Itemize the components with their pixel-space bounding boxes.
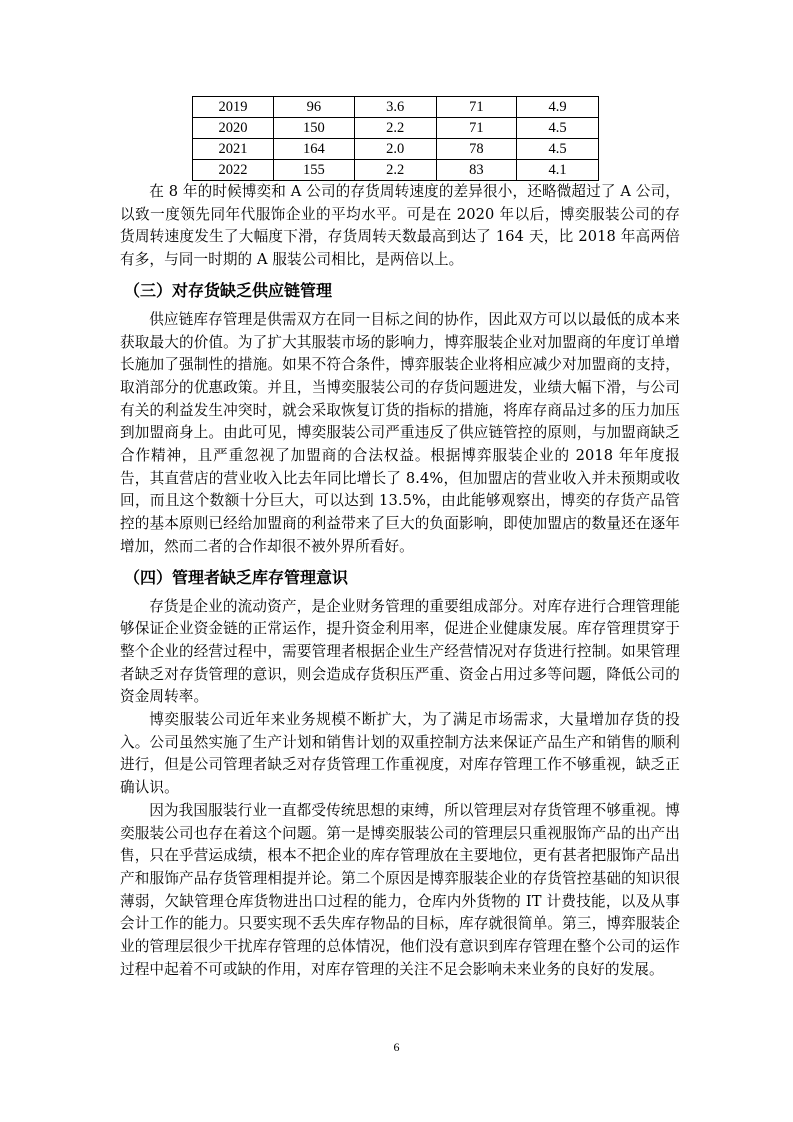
paragraph: 因为我国服装行业一直都受传统思想的束缚，所以管理层对存货管理不够重视。博奕服装公司也存在着这个问题。第一是博奕服装公司的管理层只重视服饰产品的出产出售，只在乎营运成绩，根本不把企业的库存管理放在主要地位，更有甚者把服饰产品出产和服饰产品存货管理相提并论。第二个原因是博弈服装企业的存货管控基础的知识很薄弱，欠缺管理仓库货物进出口过程的能力，仓库内外货物的 IT 计费技能，以及从事会计工作的能力。只要实现不丢失库存物品的目标，库存就很简单。第三，博弈服装企业的管理层很少干扰库存管理的总体情况，他们没有意识到库存管理在整个公司的运作过程中起着不可或缺的作用，对库存管理的关注不足会影响未来业务的良好的发展。 <box>120 801 680 978</box>
table-cell: 164 <box>273 139 354 160</box>
table-row <box>193 139 599 160</box>
section-heading: （四）管理者缺乏库存管理意识 <box>124 567 349 587</box>
table-cell: 3.6 <box>354 97 436 118</box>
table-row <box>193 118 599 139</box>
page-number: 6 <box>393 1040 400 1054</box>
table-body <box>193 97 599 181</box>
table-cell: 71 <box>436 118 517 139</box>
table-cell: 2021 <box>193 139 274 160</box>
table-cell: 150 <box>273 118 354 139</box>
table-cell: 78 <box>436 139 517 160</box>
table-cell: 2.2 <box>354 160 436 181</box>
table-row <box>193 97 599 118</box>
inventory-turnover-table <box>192 96 599 181</box>
section-heading: （三）对存货缺乏供应链管理 <box>124 280 333 300</box>
paragraph: 在 8 年的时候博奕和 A 公司的存货周转速度的差异很小，还略微超过了 A 公司，以致一度领先同年代服饰企业的平均水平。可是在 2020 年以后，博奕服装公司的存货周转速度发生了大幅度下滑，存货周转天数最高到达了 164 天，比 2018 年高两倍有多，与同一时期的 A 服装公司相比，是两倍以上。 <box>120 183 680 269</box>
table-cell: 2020 <box>193 118 274 139</box>
table-cell: 83 <box>436 160 517 181</box>
paragraph: 供应链库存管理是供需双方在同一目标之间的协作，因此双方可以以最低的成本来获取最大的价值。为了扩大其服装市场的影响力，博弈服装企业对加盟商的年度订单增长施加了强制性的措施。如果不符合条件，博弈服装企业将相应减少对加盟商的支持，取消部分的优惠政策。并且，当博奕服装公司的存货问题进发，业绩大幅下滑，与公司有关的利益发生冲突时，就会采取恢复订货的指标的措施，将库存商品过多的压力加压到加盟商身上。由此可见，博奕服装公司严重违反了供应链管控的原则，与加盟商缺乏合作精神，且严重忽视了加盟商的合法权益。根据博弈服装企业的 2018 年年度报告，其直营店的营业收入比去年同比增长了 8.4%，但加盟店的营业收入并未预期或收回，而且这个数额十分巨大，可以达到 13.5%，由此能够观察出，博奕的存货产品管控的基本原则已经给加盟商的利益带来了巨大的负面影响，即使加盟店的数量还在逐年增加，然而二者的合作却很不被外界所看好。 <box>120 310 680 555</box>
table-cell: 4.9 <box>517 97 599 118</box>
body-text <box>120 181 680 982</box>
table-row <box>193 160 599 181</box>
table-cell: 96 <box>273 97 354 118</box>
table-cell: 155 <box>273 160 354 181</box>
table-cell: 2022 <box>193 160 274 181</box>
table-cell: 71 <box>436 97 517 118</box>
table-cell: 4.1 <box>517 160 599 181</box>
table-cell: 2019 <box>193 97 274 118</box>
table-cell: 4.5 <box>517 118 599 139</box>
paragraph: 博奕服装公司近年来业务规模不断扩大，为了满足市场需求，大量增加存货的投入。公司虽然实施了生产计划和销售计划的双重控制方法来保证产品生产和销售的顺利进行，但是公司管理者缺乏对存货管理工作重视度，对库存管理工作不够重视，缺乏正确认识。 <box>120 711 680 797</box>
table-cell: 2.0 <box>354 139 436 160</box>
table-cell: 2.2 <box>354 118 436 139</box>
paragraph: 存货是企业的流动资产，是企业财务管理的重要组成部分。对库存进行合理管理能够保证企业资金链的正常运作，提升资金利用率，促进企业健康发展。库存管理贯穿于整个企业的经营过程中，需要管理者根据企业生产经营情况对存货进行控制。如果管理者缺乏对存货管理的意识，则会造成存货积压严重、资金占用过多等问题，降低公司的资金周转率。 <box>120 597 680 706</box>
table-cell: 4.5 <box>517 139 599 160</box>
